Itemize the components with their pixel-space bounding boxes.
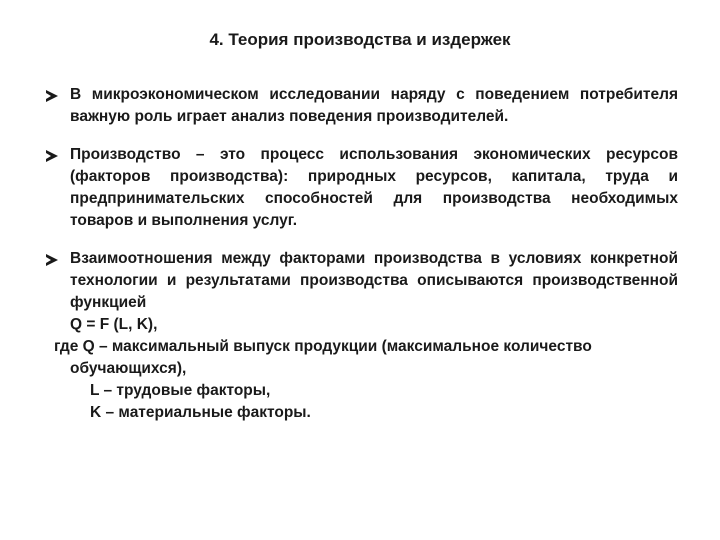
arrow-bullet-icon bbox=[46, 90, 58, 102]
production-function-formula: Q = F (L, K), bbox=[70, 316, 158, 333]
bullet-item bbox=[46, 248, 678, 424]
bullet-text: Производство – это процесс использования экономических ресурсов (факторов производства): природных ресурсов, капитала, труда и предпринимательских способностей для производства необходимых товаров и выполнения услуг. bbox=[70, 146, 678, 229]
definition-capital: K – материальные факторы. bbox=[90, 404, 311, 421]
formula-where-continuation: обучающихся), bbox=[70, 360, 187, 377]
arrow-bullet-icon bbox=[46, 150, 58, 162]
slide-title: 4. Теория производства и издержек bbox=[209, 30, 511, 49]
arrow-bullet-icon bbox=[46, 254, 58, 266]
bullet-item bbox=[46, 144, 678, 232]
formula-where-line: где Q – максимальный выпуск продукции (максимальное количество bbox=[54, 338, 592, 355]
bullet-text: Взаимоотношения между факторами производства в условиях конкретной технологии и результатами производства описываются производственной функцией bbox=[70, 250, 678, 311]
bullet-list bbox=[46, 84, 678, 424]
definition-labor: L – трудовые факторы, bbox=[90, 382, 271, 399]
bullet-text: В микроэкономическом исследовании наряду с поведением потребителя важную роль играет анализ поведения производителей. bbox=[70, 86, 678, 125]
bullet-item bbox=[46, 84, 678, 128]
